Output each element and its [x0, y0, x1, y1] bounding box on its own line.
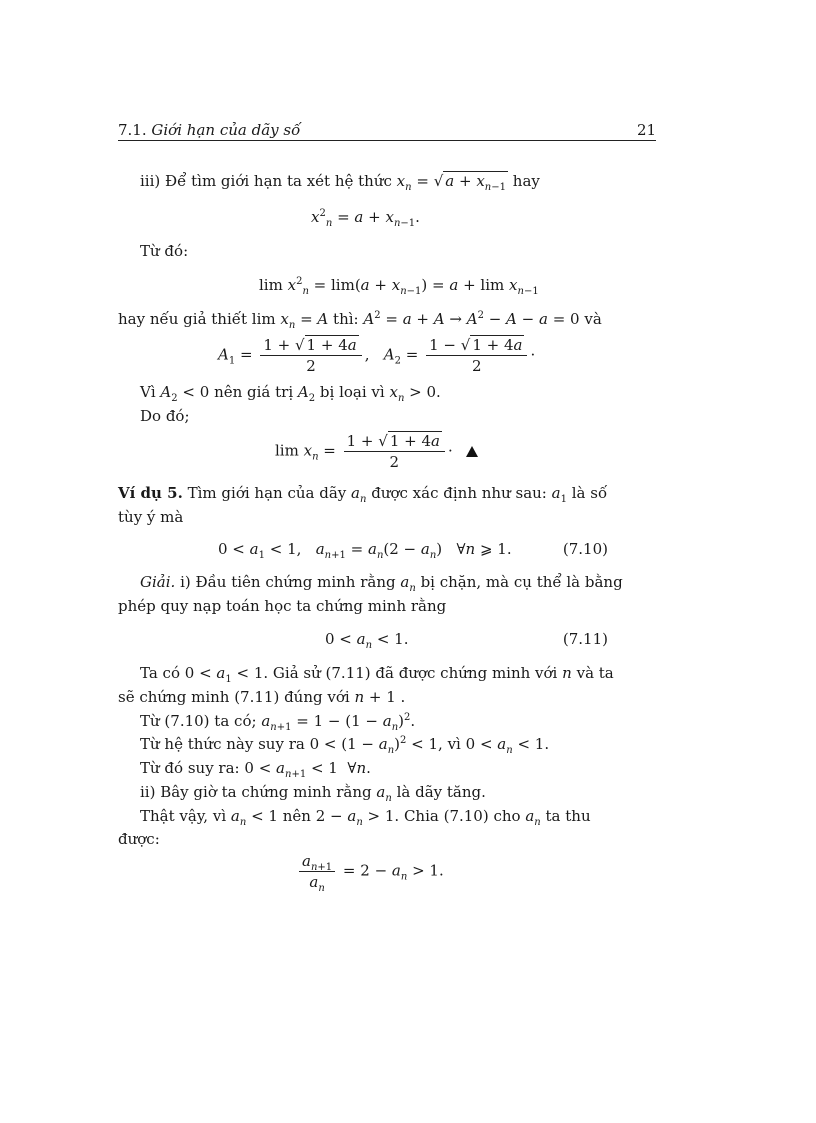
text-do-do: Do đó; — [140, 407, 190, 425]
text-tuy-y: tùy ý mà — [118, 508, 184, 526]
paragraph-ii: ii) Bây giờ ta chứng minh rằng $a_n$ là dãy tăng. — [140, 783, 486, 804]
paragraph-iii: iii) Để tìm giới hạn ta xét hệ thức $x_n$ = √ $a + x_{n-1}$ hay — [140, 172, 540, 193]
paragraph-giai-1: Giải. i) Đầu tiên chứng minh rằng $a_n$ bị chặn, mà cụ thể là bằng — [140, 573, 623, 594]
example-label: Ví dụ 5. — [118, 484, 183, 502]
paragraph-ta-co: Ta có $0 < a_1 < 1$. Giả sử (7.11) đã được chứng minh với n và ta — [140, 664, 614, 685]
paragraph-tu-710: Từ (7.10) ta có; $a_{n+1} = 1 - (1 - a_n)^2$. — [140, 712, 416, 733]
text-tu-do: Từ đó: — [140, 242, 189, 260]
equation-number-7-10: (7.10) — [562, 540, 608, 558]
page-number: 21 — [637, 121, 657, 139]
end-of-proof-icon — [466, 446, 478, 457]
equation-recurrence: $0 < a_1 < 1$, $a_{n+1} = a_n(2 - a_n)$ ∀n ⩾ 1. — [218, 540, 512, 561]
paragraph-hay-neu: hay nếu giả thiết $\lim x_n = A$ thì: $A^2 = a + A \to A^2 - A - a = 0$ và — [118, 310, 602, 331]
running-header — [118, 121, 300, 139]
equation-roots: $A_1$ = $\frac{1 + √ 1 + 4a}{2}$ , $A_2$ = $\frac{1 - √ 1 + 4a}{2}$ · — [218, 336, 536, 375]
text-duoc: được: — [118, 830, 160, 848]
header-rule — [118, 140, 656, 141]
example-heading-line: Ví dụ 5. Tìm giới hạn của dãy $a_n$ được xác định như sau: $a_1$ là số — [118, 484, 608, 505]
paragraph-vi: Vì $A_2 < 0$ nên giá trị $A_2$ bị loại vì $x_n > 0$. — [140, 383, 441, 404]
paragraph-that-vay: Thật vậy, vì $a_n < 1$ nên $2 - a_n > 1$. Chia (7.10) cho $a_n$ ta thu — [140, 807, 591, 828]
paragraph-se-cm: sẽ chứng minh (7.11) đúng với n + 1 . — [118, 688, 406, 706]
solution-label: Giải. — [140, 573, 176, 591]
equation-lim: $\lim x^2_n = \lim(a + x_{n-1}) = a + \lim x_{n-1}$ — [259, 276, 539, 297]
section-title: Giới hạn của dãy số — [151, 121, 301, 139]
equation-bound: $0 < a_n < 1$. — [325, 630, 409, 651]
equation-ratio: $\frac{a_{n+1}}{a_n}$ = $2 - a_n > 1$. — [296, 852, 444, 891]
section-number: 7.1. — [118, 121, 147, 139]
paragraph-tu-do-suy-ra: Từ đó suy ra: $0 < a_{n+1} < 1$ ∀n. — [140, 759, 371, 780]
equation-xn-squared: $x^2_n = a + x_{n-1}$. — [311, 208, 420, 229]
equation-limit-result: $\lim x_n$ = $\frac{1 + √ 1 + 4a}{2}$ · — [275, 432, 478, 471]
equation-number-7-11: (7.11) — [562, 630, 608, 648]
paragraph-tu-he-thuc: Từ hệ thức này suy ra $0 < (1 - a_n)^2 < 1$, vì $0 < a_n < 1$. — [140, 735, 550, 756]
paragraph-giai-2: phép quy nạp toán học ta chứng minh rằng — [118, 597, 447, 615]
